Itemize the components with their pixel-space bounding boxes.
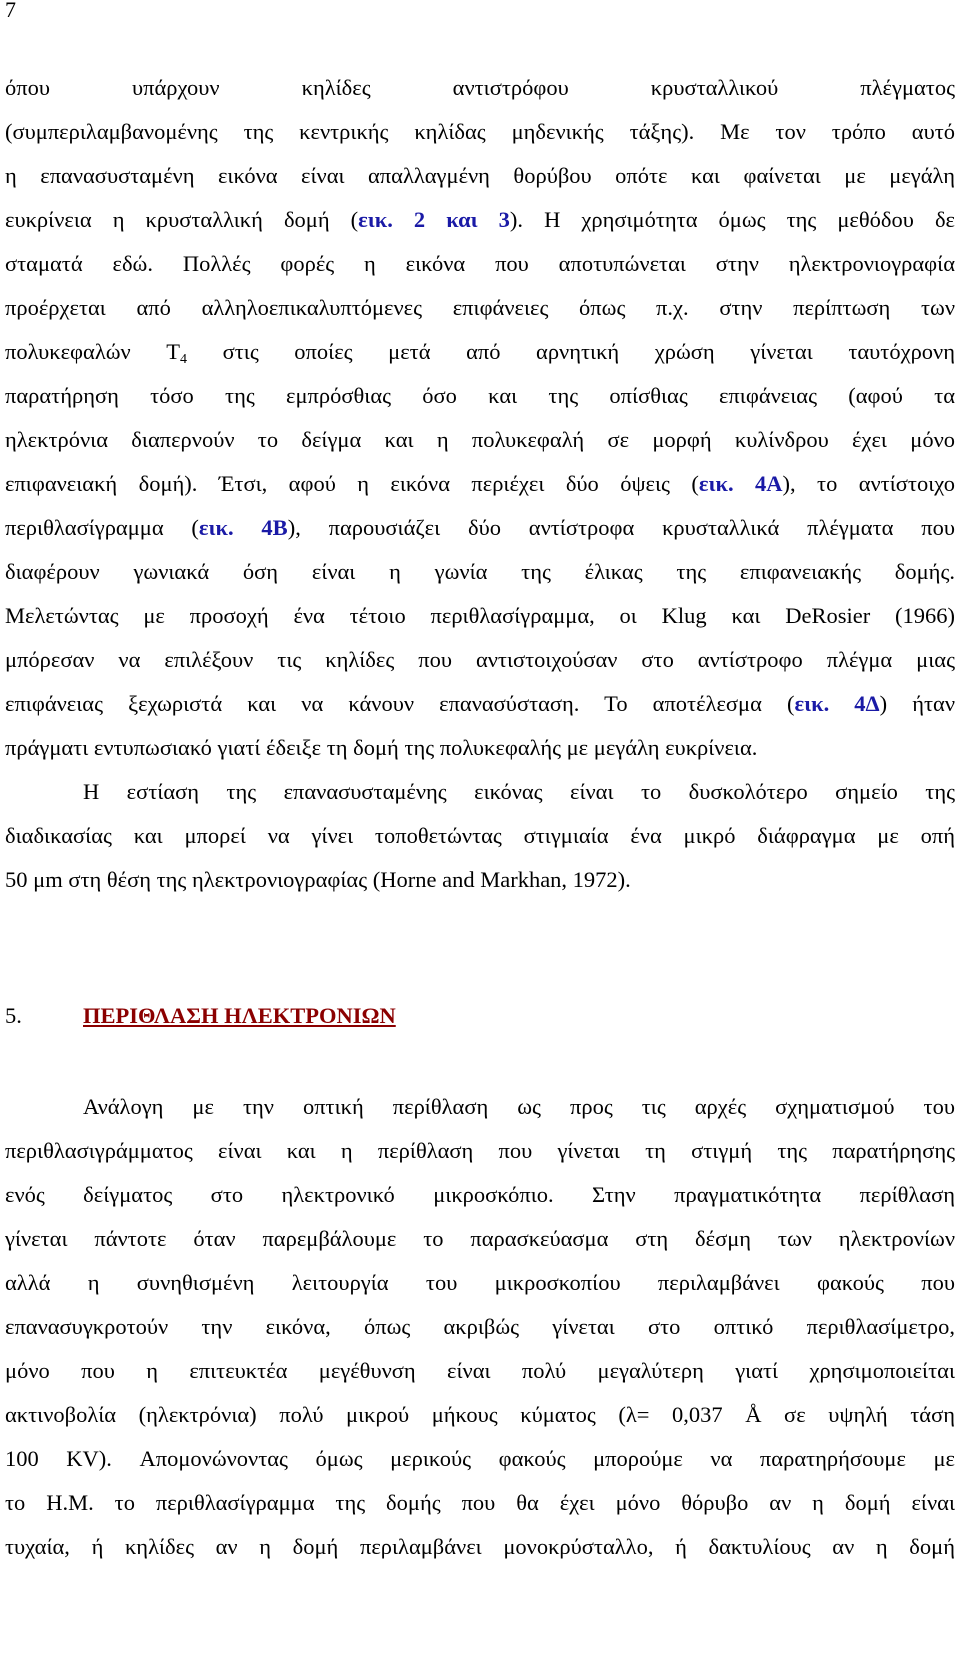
- text-line: διαφέρουν γωνιακά όση είναι η γωνία της έλικας της επιφανειακής δομής.: [5, 559, 955, 584]
- figure-reference: εικ. 4A: [698, 471, 783, 496]
- text-span: πολυκεφαλών T: [5, 339, 181, 364]
- text-span: ), παρουσιάζει δύο αντίστροφα κρυσταλλικά πλέγματα που: [287, 515, 955, 540]
- text-line: ακτινοβολία (ηλεκτρόνια) πολύ μικρού μήκους κύματος (λ= 0,037 Å σε υψηλή τάση: [5, 1402, 955, 1427]
- text-line: περιθλασιγράμματος είναι και η περίθλαση που γίνεται τη στιγμή της παρατήρησης: [5, 1138, 955, 1163]
- text-line: [5, 469, 955, 499]
- text-line: [5, 337, 955, 367]
- text-line: διαδικασίας και μπορεί να γίνει τοποθετώντας στιγμιαία ένα μικρό διάφραγμα με οπή: [5, 823, 955, 848]
- text-line: επανασυγκροτούν την εικόνα, όπως ακριβώς γίνεται στο οπτικό περιθλασίμετρο,: [5, 1314, 955, 1339]
- section-number: 5.: [5, 1003, 22, 1028]
- text-line: ηλεκτρόνια διαπερνούν το δείγμα και η πολυκεφαλή σε μορφή κυλίνδρου έχει μόνο: [5, 427, 955, 452]
- text-line: μπόρεσαν να επιλέξουν τις κηλίδες που αντιστοιχούσαν στο αντίστροφο πλέγμα μιας: [5, 647, 955, 672]
- text-line: όπου υπάρχουν κηλίδες αντιστρόφου κρυσταλλικού πλέγματος: [5, 75, 955, 100]
- text-line: ενός δείγματος στο ηλεκτρονικό μικροσκόπιο. Στην πραγματικότητα περίθλαση: [5, 1182, 955, 1207]
- text-span: επιφάνειας ξεχωριστά και να κάνουν επανασύσταση. Το αποτέλεσμα (: [5, 691, 795, 716]
- text-span: στις οποίες μετά από αρνητική χρώση γίνεται ταυτόχρονη: [187, 339, 956, 364]
- text-line: Ανάλογη με την οπτική περίθλαση ως προς τις αρχές σχηματισμού του: [83, 1094, 955, 1119]
- text-line: η επανασυσταμένη εικόνα είναι απαλλαγμένη θορύβου οπότε και φαίνεται με μεγάλη: [5, 163, 955, 188]
- text-line: το Η.Μ. το περιθλασίγραμμα της δομής που θα έχει μόνο θόρυβο αν η δομή είναι: [5, 1490, 955, 1515]
- section-title: ΠΕΡΙΘΛΑΣΗ ΗΛΕΚΤΡΟΝΙΩΝ: [83, 1003, 396, 1028]
- text-line: [5, 513, 955, 543]
- figure-reference: εικ. 2 και 3: [358, 207, 510, 232]
- text-span: ευκρίνεια η κρυσταλλική δομή (: [5, 207, 359, 232]
- page-number: 7: [5, 0, 16, 22]
- subscript: 4: [180, 352, 188, 367]
- text-line: προέρχεται από αλληλοεπικαλυπτόμενες επιφάνειες όπως π.χ. στην περίπτωση των: [5, 295, 955, 320]
- figure-reference: εικ. 4B: [198, 515, 288, 540]
- text-line: Η εστίαση της επανασυσταμένης εικόνας είναι το δυσκολότερο σημείο της: [83, 779, 955, 804]
- text-line: πράγματι εντυπωσιακό γιατί έδειξε τη δομή της πολυκεφαλής με μεγάλη ευκρίνεια.: [5, 735, 758, 760]
- text-span: ), το αντίστοιχο: [782, 471, 955, 496]
- text-line: 100 KV). Απομονώνοντας όμως μερικούς φακούς μπορούμε να παρατηρήσουμε με: [5, 1446, 955, 1471]
- text-line: γίνεται πάντοτε όταν παρεμβάλουμε το παρασκεύασμα στη δέσμη των ηλεκτρονίων: [5, 1226, 955, 1251]
- text-span: περιθλασίγραμμα (: [5, 515, 199, 540]
- text-span: ) ήταν: [879, 691, 956, 716]
- text-line: [5, 689, 955, 719]
- text-line: μόνο που η επιτευκτέα μεγέθυνση είναι πολύ μεγαλύτερη γιατί χρησιμοποιείται: [5, 1358, 955, 1383]
- text-line: Μελετώντας με προσοχή ένα τέτοιο περιθλασίγραμμα, οι Klug και DeRosier (1966): [5, 603, 955, 628]
- text-line: (συμπεριλαμβανομένης της κεντρικής κηλίδας μηδενικής τάξης). Με τον τρόπο αυτό: [5, 119, 955, 144]
- text-line: [5, 205, 955, 235]
- text-line: τυχαία, ή κηλίδες αν η δομή περιλαμβάνει μονοκρύσταλλο, ή δακτυλίους αν η δομή: [5, 1534, 955, 1559]
- figure-reference: εικ. 4Δ: [794, 691, 880, 716]
- text-span: επιφανειακή δομή). Έτσι, αφού η εικόνα περιέχει δύο όψεις (: [5, 471, 699, 496]
- text-line: παρατήρηση τόσο της εμπρόσθιας όσο και της οπίσθιας επιφάνειας (αφού τα: [5, 383, 955, 408]
- text-span: ). Η χρησιμότητα όμως της μεθόδου δε: [509, 207, 955, 232]
- text-line: 50 μm στη θέση της ηλεκτρονιογραφίας (Horne and Markhan, 1972).: [5, 867, 631, 892]
- text-line: σταματά εδώ. Πολλές φορές η εικόνα που αποτυπώνεται στην ηλεκτρονιογραφία: [5, 251, 955, 276]
- text-line: αλλά η συνηθισμένη λειτουργία του μικροσκοπίου περιλαμβάνει φακούς που: [5, 1270, 955, 1295]
